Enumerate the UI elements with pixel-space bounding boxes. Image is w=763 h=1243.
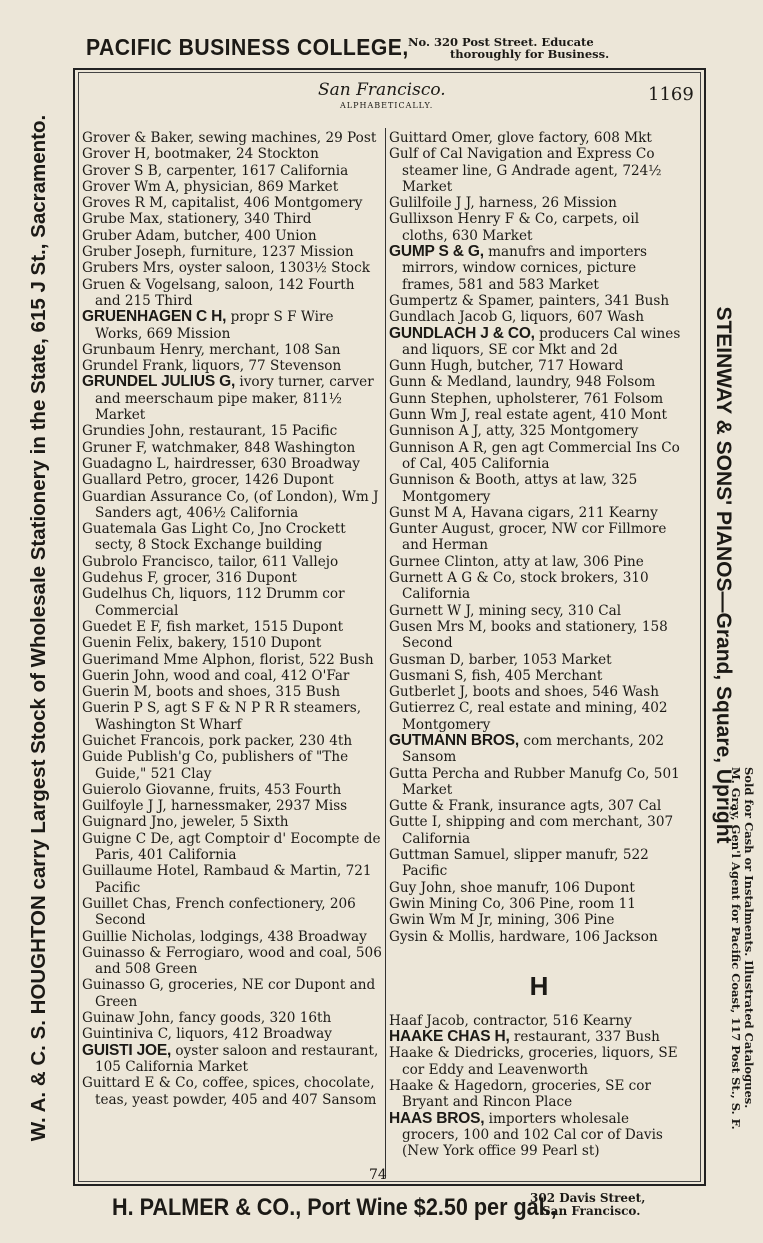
- directory-entry: [82, 782, 382, 798]
- directory-entry-text: Gumpertz & Spamer, painters, 341 Bush: [389, 292, 670, 309]
- directory-entry-text: Guinaw John, fancy goods, 320 16th: [82, 1010, 332, 1027]
- directory-entry-text: Guallard Petro, grocer, 1426 Dupont: [82, 472, 334, 489]
- directory-entry-text: ivory turner, carver and meerschaum pipe maker, 811½ Market: [95, 374, 374, 424]
- footer-page-number: 74: [369, 1167, 387, 1183]
- directory-entry-text: Gullixson Henry F & Co, carpets, oil cloths, 630 Market: [389, 211, 640, 244]
- directory-entry: [82, 733, 382, 749]
- directory-entry-text: Gunnison A R, gen agt Commercial Ins Co of Cal, 405 California: [389, 439, 680, 472]
- directory-entry: [82, 814, 382, 830]
- directory-entry: [389, 766, 689, 799]
- directory-entry: [389, 1029, 689, 1045]
- directory-entry: [389, 440, 689, 473]
- directory-entry: [82, 554, 382, 570]
- directory-entry: [82, 211, 382, 227]
- directory-entry: [82, 929, 382, 945]
- directory-entry-text: Gurnee Clinton, atty at law, 306 Pine: [389, 553, 644, 570]
- directory-entry-text: Gunn Wm J, real estate agent, 410 Mont: [389, 407, 667, 424]
- directory-entry: [82, 260, 382, 276]
- directory-entry-text: Gudehus F, grocer, 316 Dupont: [82, 570, 297, 587]
- directory-entries-h: [389, 1013, 689, 1160]
- top-advertisement-banner: [0, 30, 763, 66]
- directory-entry: [389, 668, 689, 684]
- directory-entry-text: Groves R M, capitalist, 406 Montgomery: [82, 195, 363, 212]
- directory-entry: [82, 749, 382, 782]
- directory-entry: [389, 407, 689, 423]
- left-side-advertisement: W. A. & C. S. HOUGHTON carry Largest Stock of Wholesale Stationery in the State, 615 J St., Sacramento.: [27, 114, 50, 1142]
- directory-entry: [82, 1026, 382, 1042]
- directory-entry-text: Gunter August, grocer, NW cor Fillmore and Herman: [389, 521, 667, 554]
- directory-entry: [389, 603, 689, 619]
- directory-entry-text: Guignard Jno, jeweler, 5 Sixth: [82, 814, 289, 831]
- directory-entry-text: Guy John, shoe manufr, 106 Dupont: [389, 879, 635, 896]
- directory-entry: [389, 391, 689, 407]
- directory-entry-text: Guigne C De, agt Comptoir d' Eocompte de Paris, 401 California: [82, 830, 381, 864]
- directory-entry: [82, 456, 382, 472]
- directory-entry: [82, 358, 382, 374]
- directory-entry-text: Guillaume Hotel, Rambaud & Martin, 721 Pacific: [82, 863, 372, 896]
- directory-entry: [82, 472, 382, 488]
- directory-entry-text: Gusman D, barber, 1053 Market: [389, 651, 612, 668]
- page-header-city: San Francisco.: [318, 80, 446, 100]
- directory-entry: [82, 195, 382, 211]
- directory-entry: [389, 374, 689, 390]
- directory-entry-text: Gurnett A G & Co, stock brokers, 310 California: [389, 570, 649, 603]
- directory-entry-text: Guilfoyle J J, harnessmaker, 2937 Miss: [82, 798, 348, 815]
- directory-entry-text: Grover & Baker, sewing machines, 29 Post: [82, 130, 377, 146]
- directory-entry: [82, 374, 382, 423]
- directory-entry-text: Gruner F, watchmaker, 848 Washington: [82, 439, 356, 456]
- directory-entry-text: Gunn Stephen, upholsterer, 761 Folsom: [389, 390, 664, 407]
- directory-entry-text: manufrs and importers mirrors, window cornices, picture frames, 581 and 583 Market: [402, 244, 647, 293]
- directory-entry-text: Guerin M, boots and shoes, 315 Bush: [82, 684, 341, 701]
- directory-entry-text: Guerin P S, agt S F & N P R R steamers, Washington St Wharf: [82, 700, 362, 733]
- directory-entry: [82, 1010, 382, 1026]
- directory-entry-text: Guierolo Giovanne, fruits, 453 Fourth: [82, 781, 342, 798]
- directory-entry-name: GUMP S & G,: [389, 243, 484, 261]
- directory-entry: [389, 1045, 689, 1078]
- directory-entry: [389, 326, 689, 359]
- top-banner-title: PACIFIC BUSINESS COLLEGE,: [86, 34, 409, 60]
- directory-entry-text: producers Cal wines and liquors, SE cor Mkt and 2d: [402, 325, 681, 358]
- directory-entry: [389, 1078, 689, 1111]
- bottom-banner-title: H. PALMER & CO., Port Wine $2.50 per gal.,: [112, 1194, 557, 1221]
- directory-entry-text: Gunn & Medland, laundry, 948 Folsom: [389, 374, 656, 391]
- directory-entry: [82, 635, 382, 651]
- directory-entry: [82, 586, 382, 619]
- directory-entry-name: GUISTI JOE,: [82, 1041, 172, 1059]
- directory-entry-text: Grube Max, stationery, 340 Third: [82, 211, 312, 228]
- right-side-ad-line-2: M. Gray, Gen'l Agent for Pacific Coast, 117 Post St., S. F.: [729, 767, 743, 1130]
- directory-entry: [389, 700, 689, 733]
- directory-entry-name: GUTMANN BROS,: [389, 731, 520, 749]
- directory-entry: [82, 309, 382, 342]
- directory-entry-text: Grover H, bootmaker, 24 Stockton: [82, 146, 319, 163]
- directory-entry: [82, 244, 382, 260]
- directory-entry: [82, 228, 382, 244]
- directory-entry: [82, 1043, 382, 1076]
- directory-entry: [82, 700, 382, 733]
- directory-entry: [389, 814, 689, 847]
- directory-entry: [82, 945, 382, 978]
- directory-entry: [82, 521, 382, 554]
- directory-entry: [82, 342, 382, 358]
- directory-entry: [82, 668, 382, 684]
- directory-entry-text: Gutta Percha and Rubber Manufg Co, 501 Market: [389, 765, 680, 798]
- directory-entry: [389, 211, 689, 244]
- directory-entry-text: Gutte I, shipping and com merchant, 307 California: [389, 814, 674, 847]
- directory-entry-text: Gunnison & Booth, attys at law, 325 Montgomery: [389, 472, 638, 505]
- directory-entry-text: Gysin & Mollis, hardware, 106 Jackson: [389, 928, 658, 945]
- directory-entry-text: Gunnison A J, atty, 325 Montgomery: [389, 423, 639, 440]
- page-header-alphabetically: ALPHABETICALLY.: [340, 101, 434, 110]
- directory-entry-text: Grover Wm A, physician, 869 Market: [82, 178, 339, 195]
- directory-entry-text: Gwin Mining Co, 306 Pine, room 11: [389, 895, 636, 912]
- directory-entry: [389, 521, 689, 554]
- directory-entry-text: Gulilfoile J J, harness, 26 Mission: [389, 195, 617, 212]
- bottom-banner-address: [530, 1192, 645, 1217]
- directory-entry-text: Gulf of Cal Navigation and Express Co steamer line, G Andrade agent, 724½ Market: [389, 146, 662, 195]
- directory-entry-text: Grunbaum Henry, merchant, 108 San: [82, 341, 341, 358]
- directory-entry-text: Gwin Wm M Jr, mining, 306 Pine: [389, 912, 615, 929]
- page-number: 1169: [648, 84, 694, 105]
- directory-entry-text: Gutte & Frank, insurance agts, 307 Cal: [389, 798, 662, 815]
- directory-entry-text: propr S F Wire Works, 669 Mission: [95, 309, 334, 342]
- directory-entry-text: Gundlach Jacob G, liquors, 607 Wash: [389, 309, 644, 326]
- directory-column-left: [82, 130, 382, 1108]
- directory-entry-text: Guerin John, wood and coal, 412 O'Far: [82, 667, 350, 684]
- directory-entry-text: Guillie Nicholas, lodgings, 438 Broadway: [82, 928, 367, 945]
- directory-entry-text: Gunn Hugh, butcher, 717 Howard: [389, 358, 624, 375]
- directory-entry: [389, 1013, 689, 1029]
- directory-entry-text: Gubrolo Francisco, tailor, 611 Vallejo: [82, 553, 339, 570]
- top-banner-address: [408, 36, 609, 60]
- directory-entry-text: Gruber Joseph, furniture, 1237 Mission: [82, 244, 354, 261]
- directory-entry: [389, 146, 689, 195]
- column-divider: [385, 128, 386, 1178]
- directory-entry-text: Guenin Felix, bakery, 1510 Dupont: [82, 635, 322, 652]
- directory-entry: [389, 896, 689, 912]
- directory-entry: [389, 847, 689, 880]
- directory-entry: [389, 798, 689, 814]
- directory-entry: [82, 277, 382, 310]
- directory-entry-text: Guintiniva C, liquors, 412 Broadway: [82, 1026, 332, 1043]
- directory-entry-text: Guerimand Mme Alphon, florist, 522 Bush: [82, 651, 374, 668]
- section-heading-h: H: [529, 970, 549, 1001]
- directory-entry: [389, 309, 689, 325]
- directory-entry-text: Gunst M A, Havana cigars, 211 Kearny: [389, 504, 658, 521]
- bottom-banner-line-2: San Francisco.: [542, 1203, 641, 1218]
- directory-entry-text: Guttman Samuel, slipper manufr, 522 Pacific: [389, 847, 649, 880]
- directory-entry: [389, 619, 689, 652]
- top-banner-line-2: thoroughly for Business.: [450, 47, 610, 61]
- directory-entry: [389, 684, 689, 700]
- directory-entry-name: HAAS BROS,: [389, 1109, 485, 1127]
- directory-entry: [82, 1075, 382, 1108]
- directory-entry: [389, 733, 689, 766]
- bottom-advertisement-banner: [0, 1188, 763, 1228]
- directory-entry: [389, 652, 689, 668]
- directory-entry: [82, 489, 382, 522]
- directory-entry: [389, 505, 689, 521]
- directory-entry-text: Gutberlet J, boots and shoes, 546 Wash: [389, 684, 659, 701]
- directory-entry-text: Gutierrez C, real estate and mining, 402 Montgomery: [389, 700, 668, 733]
- directory-entry: [389, 912, 689, 928]
- directory-entry: [82, 896, 382, 929]
- directory-entry: [82, 684, 382, 700]
- directory-entry: [82, 570, 382, 586]
- directory-entry-text: Guichet Francois, pork packer, 230 4th: [82, 732, 353, 749]
- directory-entry: [82, 619, 382, 635]
- directory-entry: [82, 423, 382, 439]
- directory-entry: [82, 440, 382, 456]
- directory-entry: [82, 798, 382, 814]
- directory-entry-text: Haaf Jacob, contractor, 516 Kearny: [389, 1012, 632, 1029]
- directory-entry-text: Grundies John, restaurant, 15 Pacific: [82, 423, 338, 440]
- directory-entry: [389, 570, 689, 603]
- directory-entries-g: [389, 130, 689, 945]
- directory-entry: [389, 929, 689, 945]
- directory-entry-text: Gruber Adam, butcher, 400 Union: [82, 227, 317, 244]
- directory-entry-text: Gusen Mrs M, books and stationery, 158 Second: [389, 618, 668, 652]
- directory-entry: [82, 831, 382, 864]
- directory-entry-name: HAAKE CHAS H,: [389, 1028, 510, 1046]
- directory-entry: [82, 179, 382, 195]
- directory-entry: [389, 130, 689, 146]
- directory-entry-text: Grubers Mrs, oyster saloon, 1303½ Stock: [82, 260, 370, 277]
- directory-entry-text: Grover S B, carpenter, 1617 California: [82, 162, 349, 179]
- directory-entry-name: GRUNDEL JULIUS G,: [82, 373, 236, 391]
- directory-entry-text: Gusmani S, fish, 405 Merchant: [389, 667, 603, 684]
- directory-entry-text: Guardian Assurance Co, (of London), Wm J Sanders agt, 406½ California: [82, 488, 379, 521]
- directory-entry-text: com merchants, 202 Sansom: [402, 732, 665, 766]
- directory-entry: [389, 195, 689, 211]
- directory-entry-name: GUNDLACH J & CO,: [389, 324, 535, 342]
- directory-entry-text: Guittard Omer, glove factory, 608 Mkt: [389, 130, 652, 146]
- directory-entry: [82, 130, 382, 146]
- directory-entry: [389, 244, 689, 293]
- bottom-banner-line-1: 302 Davis Street,: [530, 1191, 646, 1205]
- right-side-ad-line-1: Sold for Cash or Instalments. Illustrated Catalogues.: [742, 767, 756, 1109]
- directory-entry-text: Guedet E F, fish market, 1515 Dupont: [82, 618, 344, 635]
- directory-entry-text: importers wholesale grocers, 100 and 102 Cal cor of Davis (New York office 99 Pearl st): [402, 1110, 663, 1160]
- directory-entry-text: Guide Publish'g Co, publishers of "The Guide," 521 Clay: [82, 749, 349, 782]
- directory-entry: [389, 358, 689, 374]
- directory-entry: [389, 1111, 689, 1160]
- directory-entry-text: Guinasso & Ferrogiaro, wood and coal, 506 and 508 Green: [82, 944, 382, 978]
- directory-entry: [82, 977, 382, 1010]
- directory-entry: [389, 880, 689, 896]
- directory-entry: [389, 423, 689, 439]
- directory-entry-text: Haake & Hagedorn, groceries, SE cor Bryant and Rincon Place: [389, 1078, 651, 1111]
- directory-entry: [82, 652, 382, 668]
- directory-entry: [82, 163, 382, 179]
- directory-entry: [389, 293, 689, 309]
- directory-entry-text: Grundel Frank, liquors, 77 Stevenson: [82, 358, 342, 375]
- directory-entry-text: Gudelhus Ch, liquors, 112 Drumm cor Commercial: [82, 586, 345, 619]
- directory-entry-text: oyster saloon and restaurant, 105 California Market: [95, 1042, 379, 1075]
- directory-column-right: [389, 130, 689, 1160]
- top-banner-line-1: No. 320 Post Street. Educate: [408, 35, 594, 49]
- directory-entry-text: Haake & Diedricks, groceries, liquors, SE cor Eddy and Leavenworth: [389, 1045, 678, 1078]
- directory-entry-text: restaurant, 337 Bush: [509, 1029, 660, 1046]
- directory-entry-text: Guinasso G, groceries, NE cor Dupont and Green: [82, 977, 376, 1010]
- directory-entry-text: Guadagno L, hairdresser, 630 Broadway: [82, 455, 360, 472]
- directory-entry-text: Guittard E & Co, coffee, spices, chocolate, teas, yeast powder, 405 and 407 Sansom: [82, 1075, 377, 1108]
- directory-entry: [82, 863, 382, 896]
- directory-entry-text: Gruen & Vogelsang, saloon, 142 Fourth and 215 Third: [82, 276, 355, 309]
- directory-entry-text: Gurnett W J, mining secy, 310 Cal: [389, 602, 622, 619]
- directory-entry: [82, 146, 382, 162]
- directory-entry-name: GRUENHAGEN C H,: [82, 308, 227, 326]
- right-side-advertisement: STEINWAY & SONS' PIANOS—Grand, Square, Upright: [712, 306, 735, 844]
- directory-entry-text: Guillet Chas, French confectionery, 206 Second: [82, 895, 356, 929]
- directory-entry-text: Guatemala Gas Light Co, Jno Crockett secty, 8 Stock Exchange building: [82, 521, 346, 554]
- directory-entry: [389, 472, 689, 505]
- directory-entry: [389, 554, 689, 570]
- right-side-advertisement-details: [729, 767, 755, 1207]
